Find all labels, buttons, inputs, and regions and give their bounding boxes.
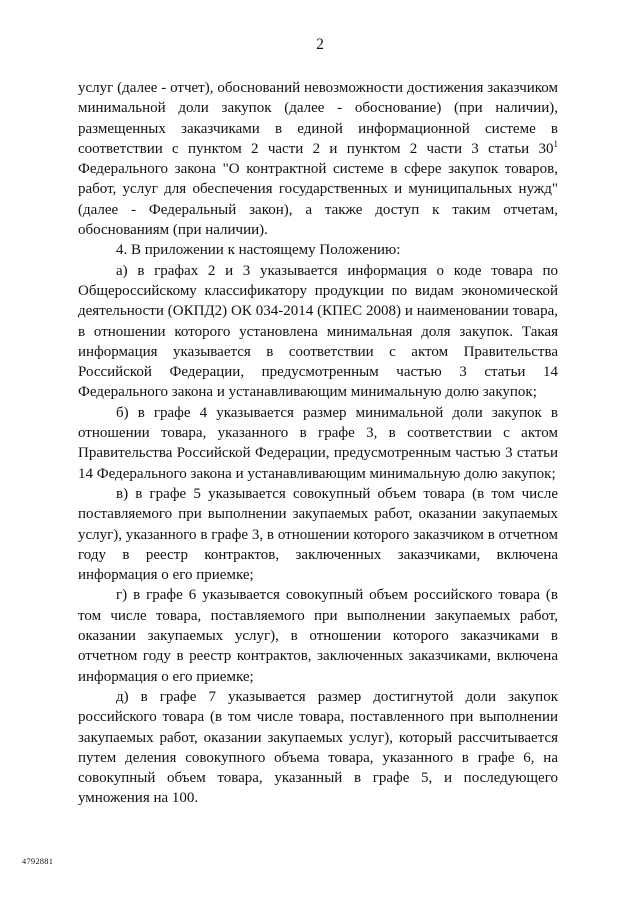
document-id-code: 4792881 bbox=[22, 856, 54, 866]
footnote-superscript: 1 bbox=[553, 138, 558, 149]
paragraph-item-4v: в) в графе 5 указывается совокупный объем товара (в том числе поставляемого при выполнении закупаемых работ, оказании закупаемых услуг), указанного в графе 3, в отношении которого заказчиком в отчетном году в реестр контрактов, заключенных заказчиками, включена информация о его приемке; bbox=[78, 485, 558, 584]
paragraph-item-4b: б) в графе 4 указывается размер минимальной доли закупок в отношении товара, указанного в графе 3, в соответствии с актом Правительства Российской Федерации, предусмотренным частью 3 статьи 14 Федерального закона и устанавливающим минимальную долю закупок; bbox=[78, 404, 558, 482]
paragraph-item-4a: а) в графах 2 и 3 указывается информация о коде товара по Общероссийскому классификатору продукции по видам экономической деятельности (ОКПД2) ОК 034-2014 (КПЕС 2008) и наименовании товара, в отношении которого установлена минимальная доля закупок. Такая информация указывается в соответствии с актом Правительства Российской Федерации, предусмотренным частью 3 статьи 14 Федерального закона и устанавливающим минимальную долю закупок; bbox=[78, 262, 558, 401]
paragraph-item-4d: д) в графе 7 указывается размер достигнутой доли закупок российского товара (в том числе товара, поставленного при выполнении закупаемых работ, оказании закупаемых услуг), который рассчитывается путем деления совокупного объема товара, указанного в графе 6, на совокупный объем товара, указанный в графе 5, и последующего умножения на 100. bbox=[78, 688, 558, 807]
paragraph-continuation bbox=[78, 78, 558, 240]
paragraph-text-after: Федерального закона "О контрактной системе в сфере закупок товаров, работ, услуг для обеспечения государственных и муниципальных нужд" (далее - Федеральный закон), а также доступ к таким отчетам, обоснованиям (при наличии). bbox=[78, 161, 558, 239]
page-number: 2 bbox=[316, 36, 324, 53]
paragraph-item-4: 4. В приложении к настоящему Положению: bbox=[116, 242, 401, 259]
paragraph-text: услуг (далее - отчет), обоснований невозможности достижения заказчиком минимальной доли закупок (далее - обоснование) (при наличии), размещенных заказчиками в единой информационной системе в соответствии с пунктом 2 части 2 и пунктом 2 части 3 статьи 30 bbox=[78, 80, 558, 157]
paragraph-item-4g: г) в графе 6 указывается совокупный объем российского товара (в том числе товара, поставляемого при выполнении закупаемых работ, оказании закупаемых услуг), в отношении которого заказчиками в отчетном году в реестр контрактов, заключенных заказчиками, включена информация о его приемке; bbox=[78, 587, 558, 685]
document-body bbox=[78, 78, 558, 809]
